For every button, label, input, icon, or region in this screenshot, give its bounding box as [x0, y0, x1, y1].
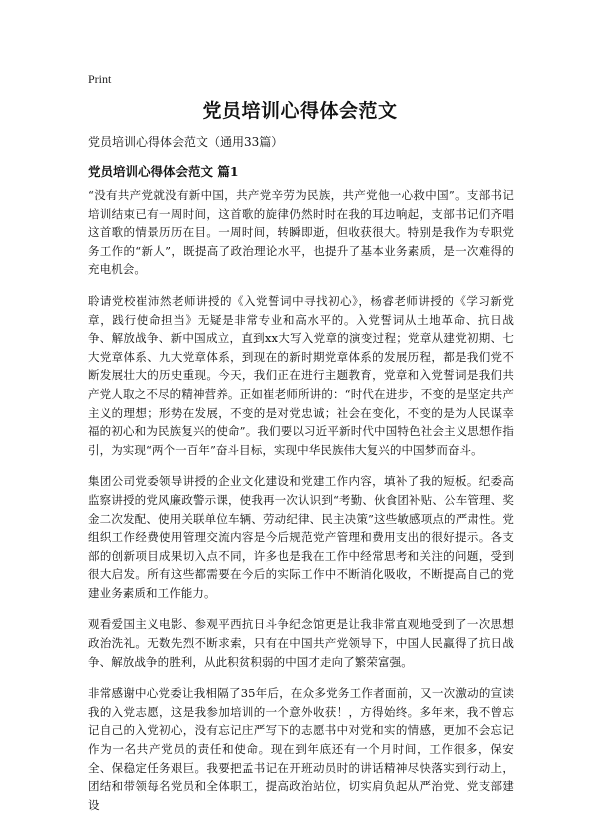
- article-body: [88, 186, 514, 827]
- paragraph: 聆请党校崔沛然老师讲授的《入党誓词中寻找初心》，杨睿老师讲授的《学习新党章，践行使命担当》无疑是非常专业和高水平的。入党誓词从土地革命、抗日战争、解放战争、新中国成立，直到xx大写入党章的演变过程；党章从建党初期、七大党章体系、九大党章体系，到现在的新时期党章体系的发展历程，都是我们党不断发展壮大的历史重现。今天，我们正在进行主题教育，党章和入党誓词是我们共产党人取之不尽的精神营养。正如崔老师所讲的：“时代在进步，不变的是坚定共产主义的理想；形势在发展，不变的是对党忠诚；社会在变化，不变的是为人民谋幸福的初心和为民族复兴的使命”。我们要以习近平新时代中国特色社会主义思想作指引，为实现“两个一百年”奋斗目标，实现中华民族伟大复兴的中国梦而奋斗。: [88, 293, 514, 457]
- paragraph: 观看爱国主义电影、参观平西抗日斗争纪念馆更是让我非常直观地受到了一次思想政治洗礼。无数先烈不断求索，只有在中国共产党领导下，中国人民赢得了抗日战争、解放战争的胜利，从此积贫积弱的中国才走向了繁荣富强。: [88, 617, 514, 669]
- paragraph: 集团公司党委领导讲授的企业文化建设和党建工作内容，填补了我的短板。纪委高监察讲授的党风廉政警示课，使我再一次认识到“考勤、伙食团补贴、公车管理、奖金二次发配、使用关联单位车辆、劳动纪律、民主决策”这些敏感项点的严肃性。党组织工作经费使用管理交流内容是今后规范党产管理和费用支出的很好提示。各支部的创新项目成果切入点不同，许多也是我在工作中经常思考和关注的问题，受到很大启发。所有这些都需要在今后的实际工作中不断消化吸收，不断提高自己的党建业务素质和工作能力。: [88, 474, 514, 600]
- print-link[interactable]: Print: [88, 72, 112, 86]
- page-title: 党员培训心得体会范文: [202, 100, 398, 122]
- paragraph: 非常感谢中心党委让我相隔了35年后，在众多党务工作者面前，又一次激动的宣读我的入党志愿，这是我参加培训的一个意外收获！，方得始终。多年来，我不曾忘记自己的入党初心，没有忘记庄严写下的志愿书中对党和实的情感，更加不会忘记作为一名共产党员的责任和使命。现在到年底还有一个月时间，工作很多，保安全、保稳定任务艰巨。我要把孟书记在开班动员时的讲话精神尽快落实到行动上，团结和带领每名党员和全体职工，提高政治站位，切实肩负起从严治党、党支部建设: [88, 686, 514, 812]
- page-subtitle: 党员培训心得体会范文（通用33篇）: [88, 135, 284, 149]
- paragraph: “没有共产党就没有新中国，共产党辛劳为民族，共产党他一心救中国”。支部书记培训结束已有一周时间，这首歌的旋律仍然时时在我的耳边响起，支部书记们齐唱这首歌的情景历历在目。一周时间，转瞬即逝，但收获很大。特别是我作为专职党务工作的“新人”，既提高了政治理论水平，也提升了基本业务素质，是一次难得的充电机会。: [88, 188, 514, 277]
- section-heading: 党员培训心得体会范文 篇1: [88, 164, 239, 179]
